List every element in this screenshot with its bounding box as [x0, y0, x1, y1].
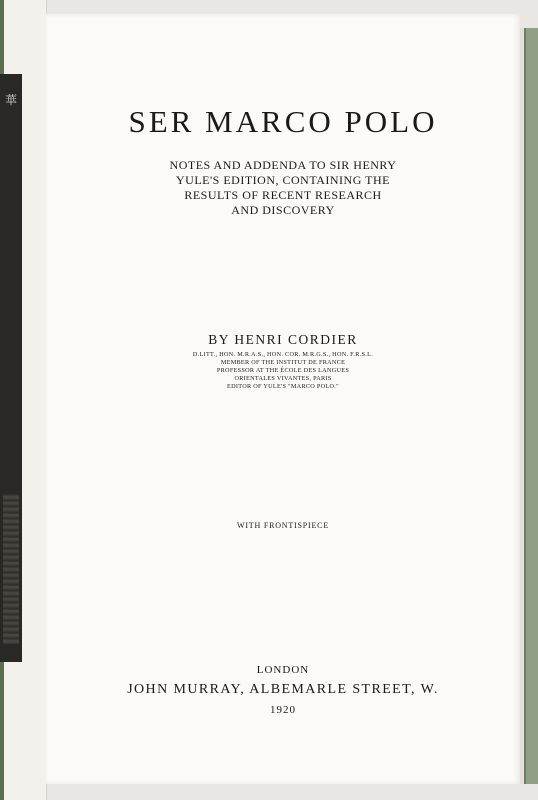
subtitle-line: AND DISCOVERY [231, 203, 335, 217]
subtitle-line: YULE'S EDITION, CONTAINING THE [176, 173, 390, 187]
credential-line: PROFESSOR AT THE ÉCOLE DES LANGUES [216, 367, 350, 374]
author-byline: BY HENRI CORDIER [208, 332, 358, 347]
facing-page [0, 0, 47, 800]
subtitle-line: NOTES AND ADDENDA TO SIR HENRY [169, 158, 397, 172]
credential-line: MEMBER OF THE INSTITUT DE FRANCE [220, 359, 346, 366]
credential-line: D.LITT., HON. M.R.A.S., HON. COR. M.R.G.S., HON. F.R.S.L. [192, 351, 374, 358]
subtitle-line: RESULTS OF RECENT RESEARCH [184, 188, 382, 202]
imprint-city: LONDON [256, 664, 310, 676]
author-credentials [146, 351, 420, 391]
plate-caption [26, 690, 40, 720]
book-title: SER MARCO POLO [128, 104, 438, 139]
frontispiece-note: WITH FRONTISPIECE [236, 521, 330, 530]
back-cover-board [524, 28, 538, 784]
imprint-year: 1920 [270, 704, 296, 716]
plate-illustration [3, 494, 19, 644]
frontispiece-plate [0, 74, 22, 662]
title-page [46, 14, 520, 784]
book-subtitle [46, 158, 520, 218]
plate-character: 華 [4, 93, 17, 107]
credential-line: EDITOR OF YULE'S "MARCO POLO." [227, 383, 339, 390]
credential-line: ORIENTALES VIVANTES, PARIS [234, 375, 332, 382]
imprint-publisher: JOHN MURRAY, ALBEMARLE STREET, W. [127, 682, 439, 697]
